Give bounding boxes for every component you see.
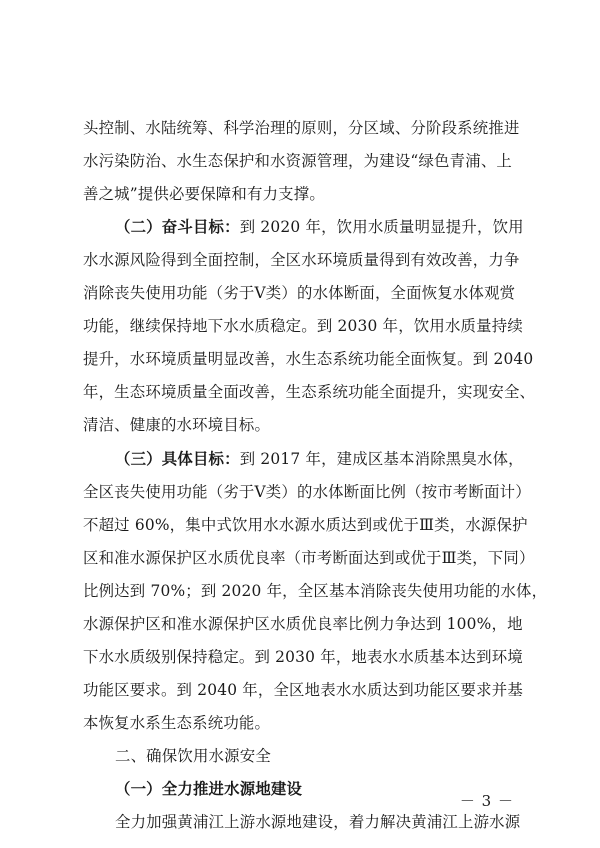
body-text-line: 消除丧失使用功能（劣于Ⅴ类）的水体断面，全面恢复水体观赏 — [83, 284, 516, 302]
body-text-line: 功能区要求。到 2040 年，全区地表水水质达到功能区要求并基 — [83, 681, 523, 699]
body-text-line: 清洁、健康的水环境目标。 — [83, 416, 271, 434]
page-number: － 3 － — [459, 792, 514, 810]
paragraph-first-line — [115, 217, 523, 237]
body-text-line: 不超过 60%，集中式饮用水水源水质达到或优于Ⅲ类，水源保护 — [83, 516, 528, 534]
body-text-line: 水水源风险得到全面控制，全区水环境质量得到有效改善，力争 — [83, 251, 520, 269]
body-text-line: 比例达到 70%；到 2020 年，全区基本消除丧失使用功能的水体， — [83, 582, 548, 600]
body-text-line: 提升，水环境质量明显改善，水生态系统功能全面恢复。到 2040 — [83, 350, 534, 368]
body-text-line: 下水水质级别保持稳定。到 2030 年，地表水水质基本达到环境 — [83, 648, 523, 666]
body-text-line: 全区丧失使用功能（劣于Ⅴ类）的水体断面比例（按市考断面计） — [83, 483, 531, 501]
specific-goal-heading: （三）具体目标： — [115, 450, 240, 468]
goal-heading: （二）奋斗目标： — [115, 218, 240, 236]
paragraph-first-line — [115, 449, 523, 469]
body-text-line: 年，生态环境质量全面改善，生态系统功能全面提升，实现安全、 — [83, 383, 536, 401]
subsection-heading: （一）全力推进水源地建设 — [115, 780, 303, 798]
body-text-line: 水污染防治、水生态保护和水资源管理，为建设“绿色青浦、上 — [83, 152, 513, 170]
body-text-line: 头控制、水陆统筹、科学治理的原则，分区域、分阶段系统推进 — [83, 119, 520, 137]
body-text-line: 全力加强黄浦江上游水源地建设，着力解决黄浦江上游水源 — [115, 813, 521, 831]
body-text-line: 功能，继续保持地下水水质稳定。到 2030 年，饮用水质量持续 — [83, 317, 523, 335]
body-text-line: 本恢复水系生态系统功能。 — [83, 714, 271, 732]
body-text: 到 2020 年，饮用水质量明显提升，饮用 — [239, 218, 524, 236]
body-text-line: 水源保护区和准水源保护区水质优良率比例力争达到 100%，地 — [83, 615, 523, 633]
section-heading: 二、确保饮用水源安全 — [115, 747, 271, 765]
body-text-line: 区和准水源保护区水质优良率（市考断面达到或优于Ⅲ类，下同） — [83, 549, 535, 567]
body-text: 到 2017 年，建成区基本消除黑臭水体， — [239, 450, 524, 468]
body-text-line: 善之城”提供必要保障和有力支撑。 — [83, 185, 325, 203]
